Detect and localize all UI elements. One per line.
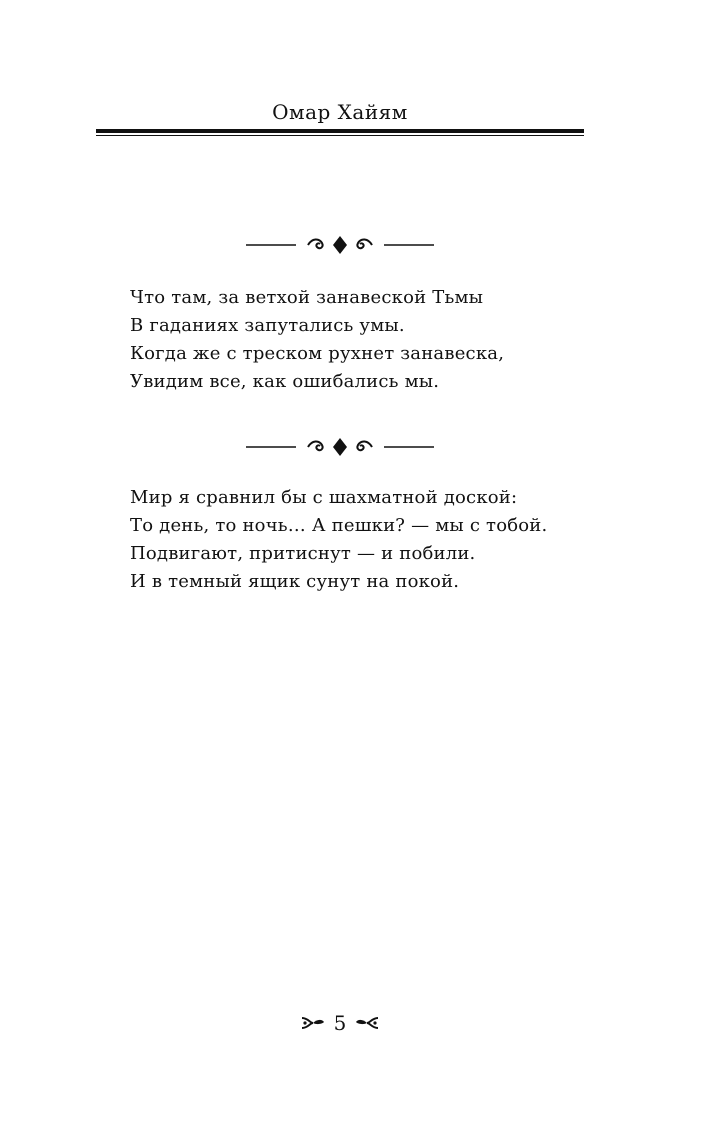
- floral-swash-icon: [354, 1015, 380, 1031]
- stanza-separator: [96, 434, 584, 458]
- verse-line: Подвигают, притиснут — и побили.: [130, 543, 476, 564]
- verse-line: И в темный ящик сунут на покой.: [130, 571, 460, 592]
- running-title: Омар Хайям: [272, 100, 408, 124]
- fleuron-diamond-icon: [308, 438, 372, 456]
- verse-line: Мир я сравнил бы с шахматной доской:: [130, 487, 518, 508]
- fleuron-diamond-icon: [308, 236, 372, 254]
- verse-line: Что там, за ветхой занавеской Тьмы: [130, 287, 484, 308]
- verse-line: То день, то ночь… А пешки? — мы с тобой.: [130, 515, 548, 536]
- verse-line: В гаданиях запутались умы.: [130, 315, 405, 336]
- stanza-1: [130, 284, 600, 396]
- verse-line: Увидим все, как ошибались мы.: [130, 371, 440, 392]
- stanza-2: [130, 484, 600, 596]
- stanza-separator: [96, 232, 584, 256]
- page-number: 5: [333, 1011, 347, 1035]
- page-folio: [96, 1010, 584, 1036]
- floral-swash-icon: [300, 1015, 326, 1031]
- header-double-rule: [96, 129, 584, 136]
- verse-line: Когда же с треском рухнет занавеска,: [130, 343, 505, 364]
